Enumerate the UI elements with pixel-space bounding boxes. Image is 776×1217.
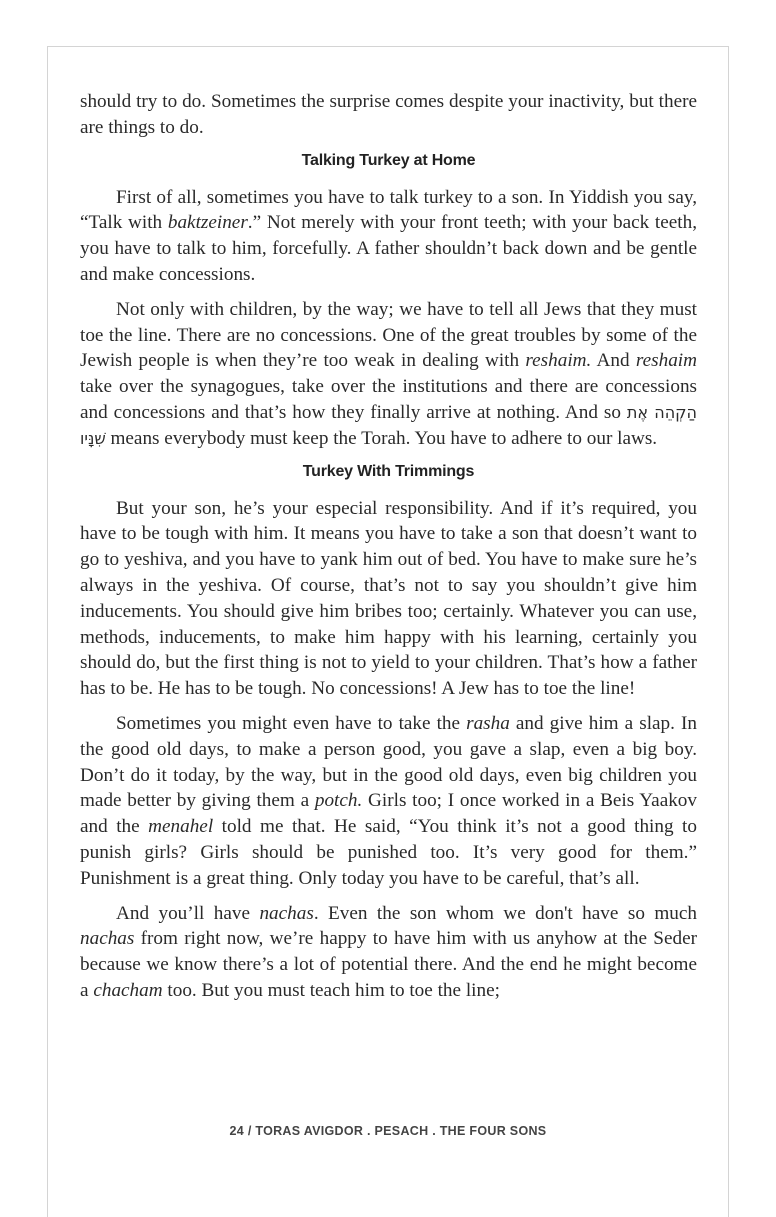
italic-term: chacham <box>93 979 163 1001</box>
text-run: too. But you must teach him to toe the line; <box>162 979 500 1001</box>
italic-term: baktzeiner <box>167 212 248 234</box>
hebrew-quote: הַקְהֵה אֶת שִׁנָּיו <box>80 402 697 448</box>
text-run: . Even the son whom we don't have so much <box>313 902 697 924</box>
text-run: take over the synagogues, take over the institutions and there are concessions and concessions and that’s how they finally arrive at nothing. And so <box>80 376 697 423</box>
paragraph <box>80 711 697 892</box>
section-heading: Talking Turkey at Home <box>301 151 476 169</box>
text-run: and give him a slap. In the good old days, to make a person good, you gave a slap, even a big boy. Don’t do it today, by the way, but in the good old days, even big children you made better by giving them a <box>80 712 697 812</box>
italic-term: menahel <box>148 816 214 838</box>
text-run: And you’ll have <box>116 902 260 924</box>
paragraph <box>80 185 697 288</box>
paragraph <box>80 496 697 702</box>
text-run: Sometimes you might even have to take the <box>116 712 467 734</box>
text-run: .” Not merely with your front teeth; with your back teeth, you have to talk to him, forcefully. A father shouldn’t back down and be gentle and make concessions. <box>80 212 697 285</box>
text-run: told me that. He said, “You think it’s not a good thing to punish girls? Girls should be punished too. It’s very good for them.” Punishment is a great thing. Only today you have to be careful, that’s all. <box>80 816 697 889</box>
text-run: But your son, he’s your especial responsibility. And if it’s required, you have to be tough with him. It means you have to take a son that doesn’t want to go to yeshiva, and you have to yank him out of bed. You have to make sure he’s always in the yeshiva. Of course, that’s not to say you shouldn’t give him inducements. You should give him bribes too; certainly. Whatever you can use, methods, inducements, to make him happy with his learning, certainly you should do, but the first thing is not to yield to your children. That’s how a father has to be. He has to be tough. No concessions! A Jew has to toe the line! <box>80 497 697 700</box>
book-page <box>47 46 729 1217</box>
section-heading: Turkey With Trimmings <box>302 462 475 480</box>
text-run: should try to do. Sometimes the surprise comes despite your inactivity, but there are things to do. <box>80 91 697 138</box>
text-run: means everybody must keep the Torah. You have to adhere to our laws. <box>105 427 658 449</box>
italic-term: nachas <box>259 902 314 924</box>
page-body <box>80 89 697 1013</box>
text-run: Not only with children, by the way; we have to tell all Jews that they must toe the line. There are no concessions. One of the great troubles by some of the Jewish people is when they’re too weak in dealing with <box>80 298 697 372</box>
paragraph <box>80 297 697 452</box>
italic-term: reshaim <box>635 350 697 372</box>
text-run: from right now, we’re happy to have him with us anyhow at the Seder because we know there’s a lot of potential there. And the end he might become a <box>80 928 697 1001</box>
italic-term: potch. <box>314 790 363 812</box>
text-run: First of all, sometimes you have to talk turkey to a son. In Yiddish you say, “Talk with <box>80 186 697 234</box>
paragraph <box>80 89 697 141</box>
paragraph <box>80 901 697 1004</box>
text-run: And <box>591 350 636 372</box>
page-footer: 24 / TORAS AVIGDOR . PESACH . THE FOUR SONS <box>229 1124 547 1138</box>
text-run: Girls too; I once worked in a Beis Yaakov and the <box>80 790 697 838</box>
italic-term: reshaim. <box>525 350 592 372</box>
italic-term: rasha <box>466 712 510 734</box>
italic-term: nachas <box>80 928 135 950</box>
